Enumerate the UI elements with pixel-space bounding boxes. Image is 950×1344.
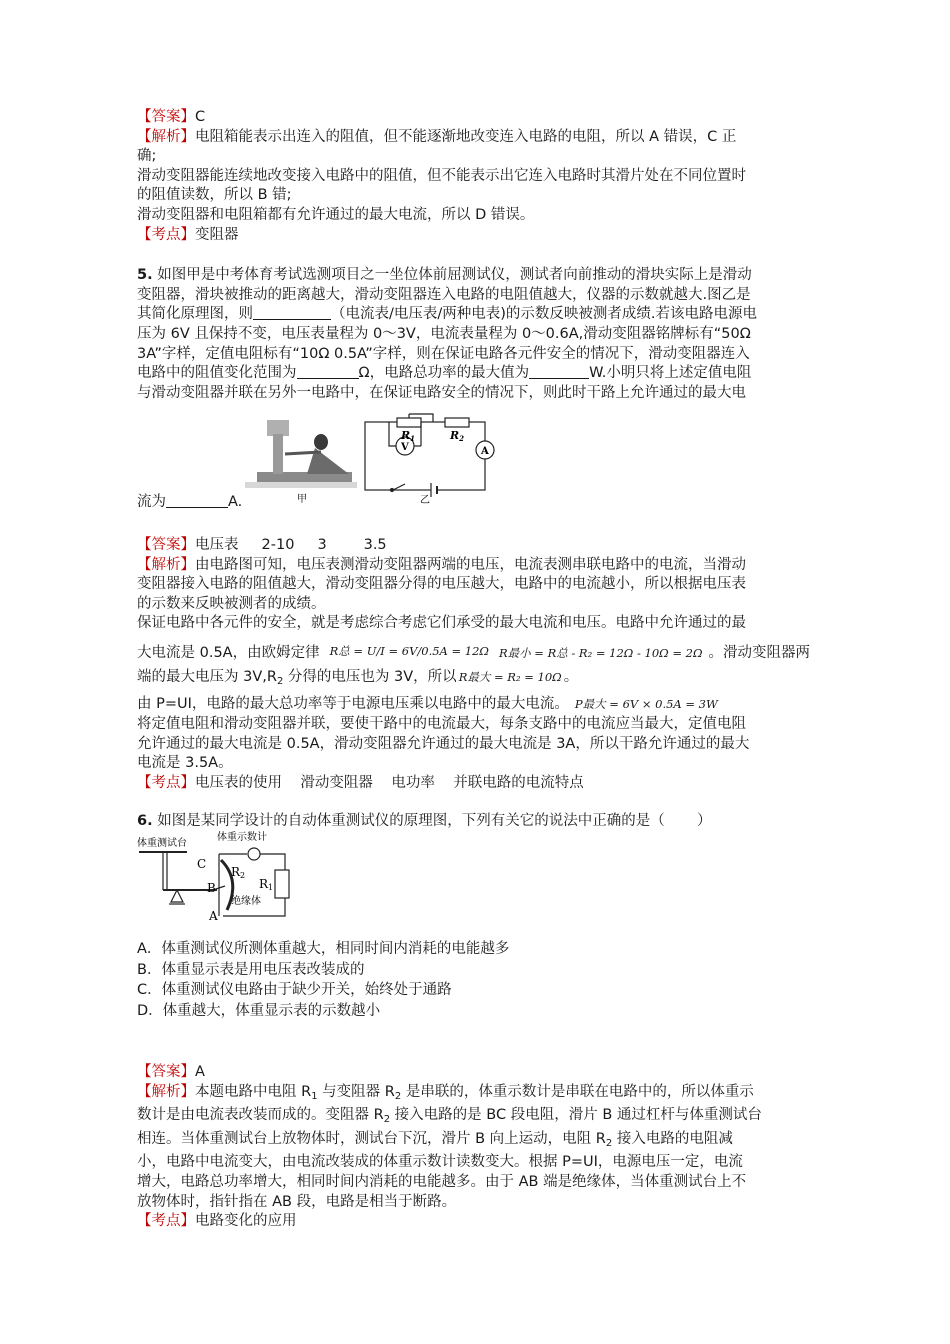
meter-label: 体重示数计 <box>217 832 267 843</box>
q5-stem-line-2: 变阻器，滑块被推动的距离越大，滑动变阻器连入电路的电阻值越大，仪器的示数就越大.图乙是 <box>137 286 751 303</box>
q6-option-c[interactable]: C．体重测试仪电路由于缺少开关，始终处于通路 <box>137 982 452 999</box>
q5-analysis-line-7: 由 P=UI，电路的最大总功率等于电源电压乘以电路中的最大电流。 P最大 = 6V × 0.5A = 3W <box>137 696 718 713</box>
formula-r-min: R最小 = R总 - R₂ = 12Ω - 10Ω = 2Ω <box>498 645 703 660</box>
q4-point: 【考点】变阻器 <box>137 226 239 243</box>
q5-stem-line-4: 压为 6V 且保持不变，电压表量程为 0～3V，电流表量程为 0～0.6A,滑动变阻器铭牌标有“50Ω <box>137 325 751 342</box>
q5-answer: 【答案】电压表 2-10 3 3.5 <box>137 536 387 553</box>
svg-text:R2: R2 <box>231 865 246 880</box>
q5-figure-svg <box>245 412 495 504</box>
q4-answer: 【答案】C <box>137 109 206 125</box>
point-a-label: A <box>209 909 218 923</box>
point-c-label: C <box>197 857 207 871</box>
label-r1: R <box>401 429 411 442</box>
r1-label: R <box>259 877 269 891</box>
q5-stem-line-3: 其简化原理图，则 （电流表/电压表/两种电表)的示数反映被测者成绩.若该电路电源电 <box>137 306 758 323</box>
q6-analysis-line-1: 【解析】本题电路中电阻 $R_1$ 与变阻器 $R_2$ 是串联的，体重示数计是串联在电路中的，所以体重示 <box>137 1083 754 1102</box>
q5-analysis-line-10: 电流是 3.5A。 <box>137 755 233 772</box>
q5-analysis-line-6: 端的最大电压为 $3V,R_2$ 分得的电压也为 3V，所以 R最大 = R₂ = 10Ω 。 <box>137 668 579 687</box>
svg-text:R1: R1 <box>259 877 274 892</box>
q6-analysis-line-2: 数计是由电流表改装而成的。变阻器 $R_2$ 接入电路的是 BC 段电阻，滑片 B 通过杠杆与体重测试台 <box>137 1107 762 1126</box>
q4-analysis-line-2: 确; <box>137 148 157 165</box>
q5-stem-line-1: 5. 如图甲是中考体育考试选测项目之一坐位体前屈测试仪，测试者向前推动的滑块实际上是滑动 <box>137 267 752 284</box>
label-yi: 乙 <box>420 495 430 504</box>
circuit-diagram <box>365 414 494 497</box>
q5-blank-3[interactable] <box>529 364 589 379</box>
q5-point: 【考点】电压表的使用 滑动变阻器 电功率 并联电路的电流特点 <box>137 774 584 791</box>
q4-analysis-line-5: 滑动变阻器和电阻箱都有允许通过的最大电流，所以 D 错误。 <box>137 206 535 223</box>
q5-analysis-line-8: 将定值电阻和滑动变阻器并联，要使干路中的电流最大，每条支路中的电流应当最大，定值电阻 <box>137 716 746 733</box>
svg-text:R2: R2 <box>450 429 465 443</box>
q5-blank-1[interactable] <box>253 305 331 320</box>
q6-figure <box>137 830 292 925</box>
q6-option-d[interactable]: D．体重越大，体重显示表的示数越小 <box>137 1002 381 1019</box>
platform-label: 体重测试台 <box>137 838 187 849</box>
voltmeter-label: V <box>401 442 409 453</box>
page-content <box>137 108 817 1232</box>
q5-analysis-line-2: 变阻器接入电路的阻值越大，滑动变阻器分得的电压越大，电路中的电流越小，所以根据电压表 <box>137 576 746 593</box>
ammeter-label: A <box>481 446 489 457</box>
q4-analysis-line-1: 【解析】电阻箱能表示出连入的阻值，但不能逐渐地改变连入电路的电阻，所以 A 错误，C 正 <box>137 128 737 145</box>
q5-analysis-line-5: 大电流是 0.5A，由欧姆定律 R总 = U/I = 6V/0.5A = 12Ω R最小 = R总 - R₂ = 12Ω - 10Ω = 2Ω 。滑动变阻器两 <box>137 636 817 668</box>
q6-number: 6. <box>137 813 153 830</box>
q5-blank-2[interactable] <box>297 364 359 379</box>
q6-analysis-line-4: 小，电路中电流变大，由电流改装成的体重示数计读数变大。根据 P=UI，电源电压一定，电流 <box>137 1154 743 1171</box>
q6-option-a[interactable]: A．体重测试仪所测体重越大，相同时间内消耗的电能越多 <box>137 941 510 958</box>
label-r2: R <box>450 429 460 442</box>
label-jia: 甲 <box>297 494 307 504</box>
q4-analysis-line-4: 的阻值读数，所以 B 错; <box>137 187 292 204</box>
q5-analysis-line-1: 【解析】由电路图可知，电压表测滑动变阻器两端的电压，电流表测串联电路中的电流，当滑动 <box>137 556 746 573</box>
q6-analysis-line-5: 增大，电路总功率增大，相同时间内消耗的电能越多。由于 AB 端是绝缘体，当体重测试台上不 <box>137 1174 747 1190</box>
q6-analysis-line-3: 相连。当体重测试台上放物体时，测试台下沉，滑片 B 向上运动，电阻 $R_2$ 接入电路的电阻减 <box>137 1130 733 1149</box>
insulator-label: 绝缘体 <box>231 896 261 907</box>
q4-analysis-line-3: 滑动变阻器能连续地改变接入电路中的阻值，但不能表示出它连入电路时其滑片处在不同位置时 <box>137 167 746 184</box>
point-b-label: B <box>207 881 216 895</box>
q5-analysis-line-3: 的示数来反映被测者的成绩。 <box>137 595 326 612</box>
q5-figure <box>245 412 495 502</box>
q5-stem-line-5: 3A”字样，定值电阻标有“10Ω 0.5A”字样，则在保证电路各元件安全的情况下，滑动变阻器连入 <box>137 345 750 362</box>
q6-point: 【考点】电路变化的应用 <box>137 1213 297 1230</box>
q5-analysis-line-4: 保证电路中各元件的安全，就是考虑综合考虑它们承受的最大电流和电压。电路中允许通过的最 <box>137 615 746 632</box>
q5-stem-line-7: 与滑动变阻器并联在另外一电路中，在保证电路安全的情况下，则此时干路上允许通过的最大电 <box>137 384 746 401</box>
svg-text:R1: R1 <box>401 429 416 443</box>
q6-stem: 6. 如图是某同学设计的自动体重测试仪的原理图，下列有关它的说法中正确的是（ ） <box>137 813 712 830</box>
q6-option-b[interactable]: B．体重显示表是用电压表改装成的 <box>137 961 365 978</box>
sit-and-reach-photo <box>245 416 357 492</box>
formula-r-max: R最大 = R₂ = 10Ω <box>458 669 562 684</box>
q5-stem-line-6: 电路中的阻值变化范围为 Ω，电路总功率的最大值为 W.小明只将上述定值电阻 <box>137 365 752 382</box>
formula-p-max: P最大 = 6V × 0.5A = 3W <box>574 697 718 712</box>
q6-analysis-line-6: 放物体时，指针指在 AB 段，电路是相当于断路。 <box>137 1193 457 1210</box>
formula-r-total: R总 = U/I = 6V/0.5A = 12Ω <box>329 643 489 658</box>
q5-number: 5. <box>137 267 153 284</box>
q6-answer: 【答案】A <box>137 1064 205 1081</box>
r2-label: R <box>231 865 241 879</box>
q5-stem-line-8: 流为 A. <box>137 494 243 511</box>
q5-blank-4[interactable] <box>166 493 228 508</box>
q5-analysis-line-9: 允许通过的最大电流是 0.5A，滑动变阻器允许通过的最大电流是 3A，所以干路允许通过的最大 <box>137 735 750 752</box>
q6-figure-svg <box>137 830 292 925</box>
